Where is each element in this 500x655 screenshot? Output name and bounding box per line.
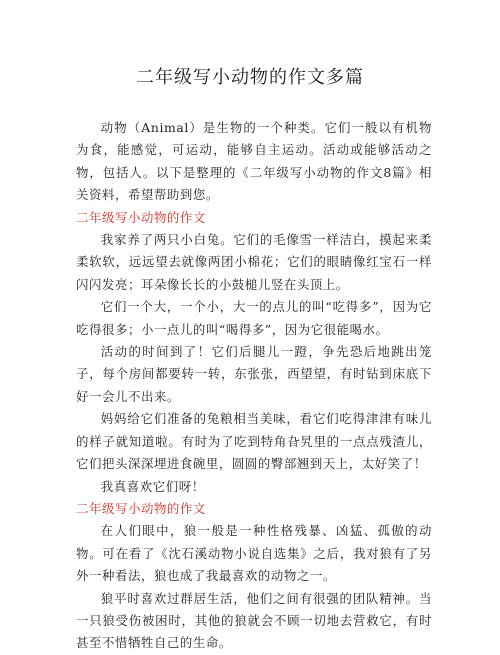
- intro-paragraph: 动物（Animal）是生物的一个种类。它们一般以有机物为食，能感觉，可运动，能够自主运动。活动或能够活动之物，包括人。以下是整理的《二年级写小动物的作文8篇》相关资料，希望帮助到您。: [76, 120, 432, 203]
- section-2-paragraph-1: 在人们眼中，狼一般是一种性格残暴、凶猛、孤傲的动物。可在看了《沈石溪动物小说自选集》之后，我对狼有了另外一种看法，狼也成了我最喜欢的动物之一。: [76, 523, 432, 584]
- section-1-paragraph-5: 我真喜欢它们呀！: [100, 478, 205, 494]
- section-1-paragraph-4: 妈妈给它们准备的兔粮相当美味，看它们吃得津津有味儿的样子就知道啦。有时为了吃到特角旮旯里的一点点残渣儿，它们把头深深埋进食碗里，圆圆的臀部翘到天上，太好笑了！: [76, 411, 432, 472]
- section-1-paragraph-2: 它们一个大，一个小，大一的点儿的叫“吃得多”，因为它吃得很多；小一点儿的叫“喝得多”，因为它很能喝水。: [76, 299, 432, 337]
- section-1-paragraph-1: 我家养了两只小白兔。它们的毛像雪一样洁白，摸起来柔柔软软，远远望去就像两团小棉花；它们的眼睛像红宝石一样闪闪发亮；耳朵像长长的小鼓槌儿竖在头顶上。: [76, 232, 432, 292]
- section-1-paragraph-3: 活动的时间到了！它们后腿儿一蹬，争先恐后地跳出笼子，每个房间都要转一转，东张张，西望望，有时钻到床底下好一会儿不出来。: [76, 344, 432, 404]
- section-heading-2: 二年级写小动物的作文: [76, 500, 206, 516]
- article-body: [76, 117, 432, 655]
- section-2-paragraph-2: 狼平时喜欢过群居生活，他们之间有很强的团队精神。当一只狼受伤被困时，其他的狼就会不顾一切地去营救它，有时甚至不惜牺牲自己的生命。: [76, 590, 432, 651]
- document-title: 二年级写小动物的作文多篇: [136, 67, 364, 88]
- section-heading-1: 二年级写小动物的作文: [76, 209, 206, 225]
